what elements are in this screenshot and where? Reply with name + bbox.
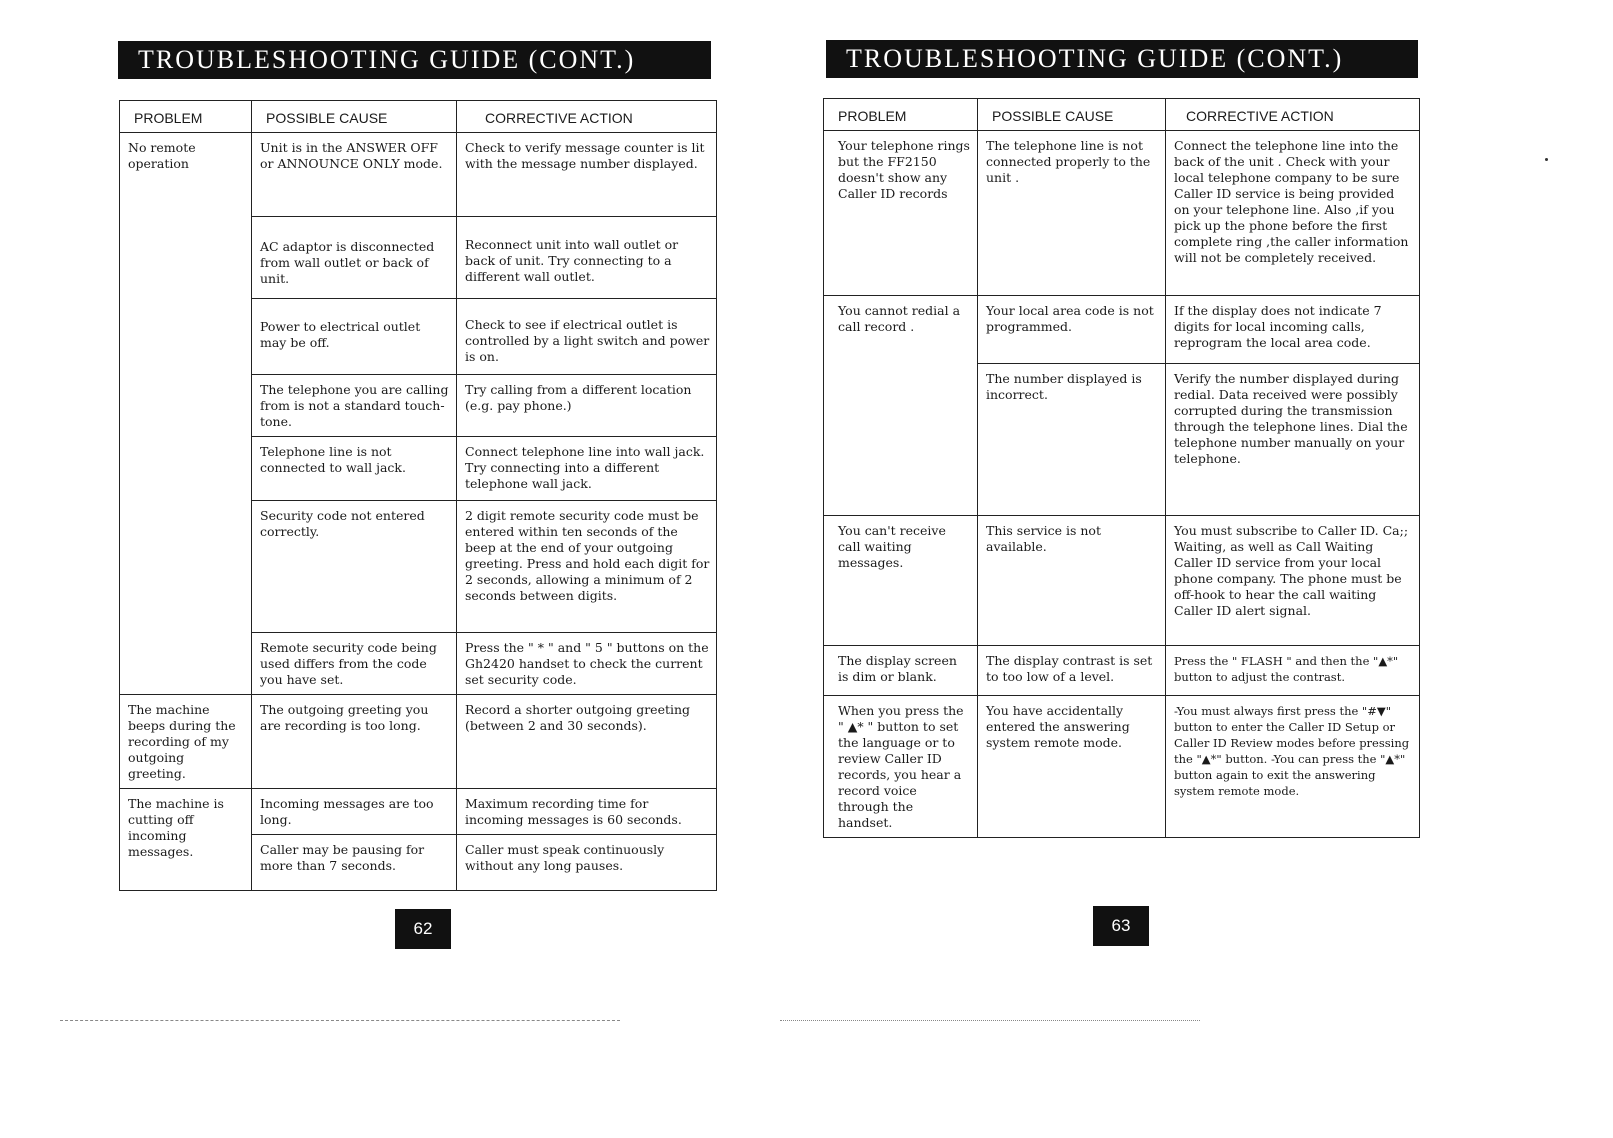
scan-noise-line xyxy=(60,1020,620,1022)
right-page-title-banner xyxy=(826,40,1418,78)
right-page-title: TROUBLESHOOTING GUIDE (CONT.) xyxy=(846,44,1344,73)
cause-cell: Remote security code being used differs from the code you have set. xyxy=(252,633,457,695)
left-page-title-banner xyxy=(118,41,711,79)
action-cell: Try calling from a different location (e.g. pay phone.) xyxy=(457,375,717,437)
cause-cell: Security code not entered correctly. xyxy=(252,501,457,633)
scan-speck xyxy=(1545,158,1548,161)
action-cell: Verify the number displayed during redial. Data received were possibly corrupted during the transmission through the telephone lines. Dial the telephone number manually on your telephone. xyxy=(1166,364,1420,516)
action-cell: 2 digit remote security code must be entered within ten seconds of the beep at the end of your outgoing greeting. Press and hold each digit for 2 seconds, allowing a minimum of 2 seconds between digits. xyxy=(457,501,717,633)
table-row xyxy=(824,646,1420,696)
table-row xyxy=(824,131,1420,296)
action-cell: Connect telephone line into wall jack. Try connecting into a different telephone wall jack. xyxy=(457,437,717,501)
header-problem: PROBLEM xyxy=(824,99,978,131)
cause-cell: AC adaptor is disconnected from wall outlet or back of unit. xyxy=(252,217,457,299)
cause-cell: The telephone line is not connected properly to the unit . xyxy=(978,131,1166,296)
header-corrective-action: CORRECTIVE ACTION xyxy=(1166,99,1420,131)
action-cell: Check to verify message counter is lit with the message number displayed. xyxy=(457,133,717,217)
action-cell: Connect the telephone line into the back of the unit . Check with your local telephone company to be sure Caller ID service is being provided on your telephone line. Also ,if you pick up the phone before the first complete ring ,the caller information will not be completely received. xyxy=(1166,131,1420,296)
header-possible-cause: POSSIBLE CAUSE xyxy=(252,101,457,133)
right-page-number xyxy=(1093,906,1149,946)
cause-cell: Telephone line is not connected to wall jack. xyxy=(252,437,457,501)
action-cell: If the display does not indicate 7 digits for local incoming calls, reprogram the local area code. xyxy=(1166,296,1420,364)
action-cell: Press the " * " and " 5 " buttons on the Gh2420 handset to check the current set security code. xyxy=(457,633,717,695)
header-problem: PROBLEM xyxy=(120,101,252,133)
left-page-number-text: 62 xyxy=(413,919,433,938)
cause-cell: Power to electrical outlet may be off. xyxy=(252,299,457,375)
cause-cell: Caller may be pausing for more than 7 seconds. xyxy=(252,835,457,891)
table-row xyxy=(120,133,717,217)
table-row xyxy=(824,516,1420,646)
scan-noise-line xyxy=(780,1020,1200,1022)
table-header-row xyxy=(824,99,1420,131)
right-page-number-text: 63 xyxy=(1111,916,1131,935)
problem-cell: You can't receive call waiting messages. xyxy=(824,516,978,646)
action-cell: Caller must speak continuously without any long pauses. xyxy=(457,835,717,891)
table-row xyxy=(120,789,717,835)
header-corrective-action: CORRECTIVE ACTION xyxy=(457,101,717,133)
table-row xyxy=(824,296,1420,364)
action-cell: Reconnect unit into wall outlet or back of unit. Try connecting to a different wall outlet. xyxy=(457,217,717,299)
action-cell: Maximum recording time for incoming messages is 60 seconds. xyxy=(457,789,717,835)
cause-cell: The telephone you are calling from is not a standard touch-tone. xyxy=(252,375,457,437)
cause-cell: The outgoing greeting you are recording is too long. xyxy=(252,695,457,789)
problem-cell: No remote operation xyxy=(120,133,252,695)
cause-cell: The display contrast is set to too low of a level. xyxy=(978,646,1166,696)
cause-cell: The number displayed is incorrect. xyxy=(978,364,1166,516)
header-possible-cause: POSSIBLE CAUSE xyxy=(978,99,1166,131)
problem-cell: The machine is cutting off incoming messages. xyxy=(120,789,252,891)
cause-cell: Incoming messages are too long. xyxy=(252,789,457,835)
action-cell: Record a shorter outgoing greeting (between 2 and 30 seconds). xyxy=(457,695,717,789)
table-row xyxy=(120,695,717,789)
problem-cell: Your telephone rings but the FF2150 doesn't show any Caller ID records xyxy=(824,131,978,296)
action-cell: You must subscribe to Caller ID. Ca;; Waiting, as well as Call Waiting Caller ID service from your local phone company. The phone must be off-hook to hear the call waiting Caller ID alert signal. xyxy=(1166,516,1420,646)
left-page-title: TROUBLESHOOTING GUIDE (CONT.) xyxy=(138,45,636,74)
problem-cell: When you press the " ▲* " button to set the language or to review Caller ID records, you hear a record voice through the handset. xyxy=(824,696,978,838)
action-cell: Press the " FLASH " and then the "▲*" button to adjust the contrast. xyxy=(1166,646,1420,696)
cause-cell: You have accidentally entered the answering system remote mode. xyxy=(978,696,1166,838)
left-troubleshooting-table xyxy=(119,100,717,891)
cause-cell: Unit is in the ANSWER OFF or ANNOUNCE ONLY mode. xyxy=(252,133,457,217)
cause-cell: Your local area code is not programmed. xyxy=(978,296,1166,364)
left-page-number xyxy=(395,909,451,949)
cause-cell: This service is not available. xyxy=(978,516,1166,646)
table-header-row xyxy=(120,101,717,133)
action-cell: -You must always first press the "#▼" button to enter the Caller ID Setup or Caller ID Review modes before pressing the "▲*" button. -You can press the "▲*" button again to exit the answering system remote mode. xyxy=(1166,696,1420,838)
action-cell: Check to see if electrical outlet is controlled by a light switch and power is on. xyxy=(457,299,717,375)
problem-cell: The display screen is dim or blank. xyxy=(824,646,978,696)
problem-cell: You cannot redial a call record . xyxy=(824,296,978,516)
right-troubleshooting-table xyxy=(823,98,1420,838)
problem-cell: The machine beeps during the recording of my outgoing greeting. xyxy=(120,695,252,789)
table-row xyxy=(824,696,1420,838)
